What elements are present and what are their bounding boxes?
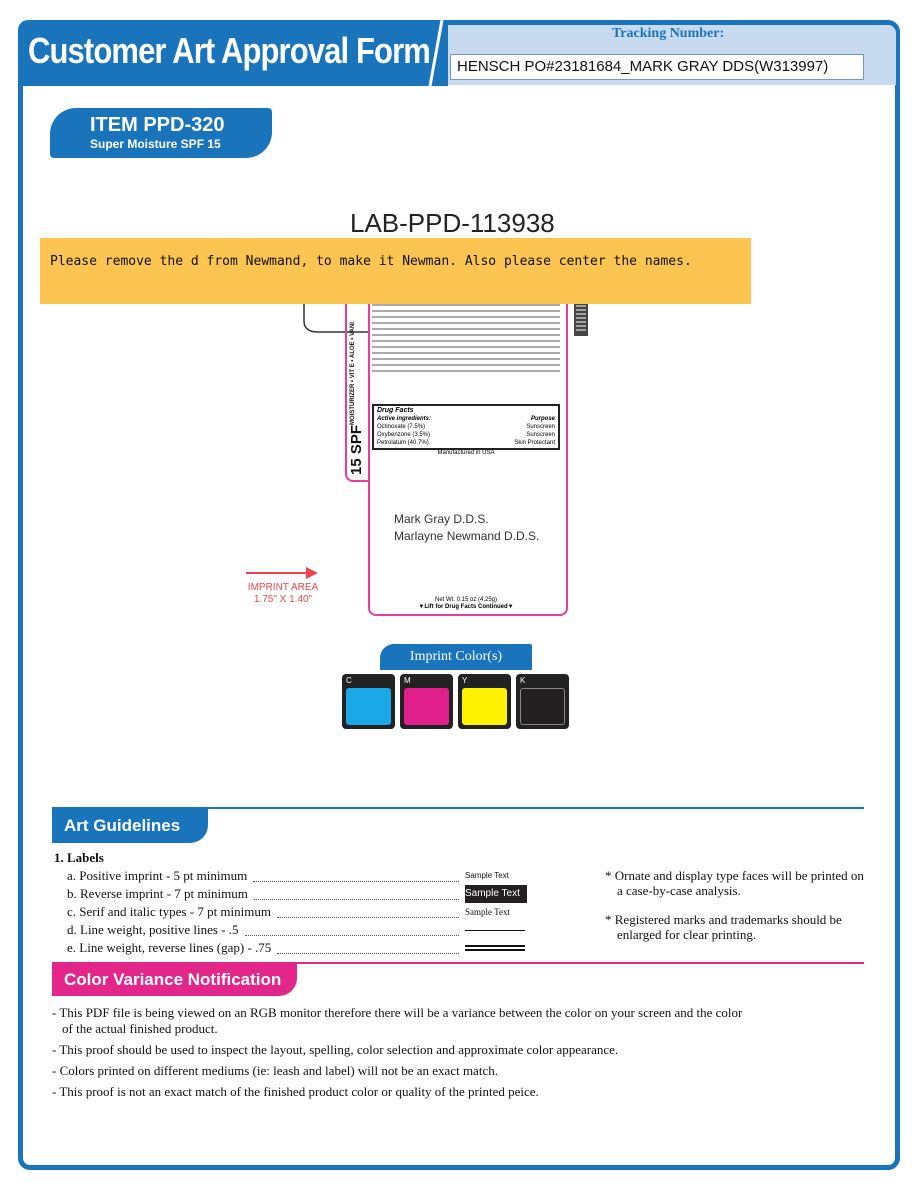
- spf-strip-text: 15 SPF: [348, 424, 365, 475]
- swatch-fill-black: [520, 688, 565, 725]
- net-weight: [372, 597, 560, 611]
- rule-row: [67, 867, 527, 885]
- imprint-names: [394, 511, 539, 545]
- drug-facts-title: Drug Facts: [377, 407, 414, 414]
- imprint-arrow-icon: [244, 565, 320, 581]
- swatch-yellow: [458, 674, 511, 729]
- guideline-notes: [605, 868, 865, 956]
- color-variance-item: - Colors printed on different mediums (ie: leash and label) will not be an exact match.: [52, 1063, 498, 1078]
- net-weight-text: Net Wt. 0.15 oz (4.25g): [434, 597, 498, 603]
- rule-text: e. Line weight, reverse lines (gap) - .75: [67, 940, 272, 955]
- guideline-note: * Registered marks and trademarks should be enlarged for clear printing.: [605, 912, 842, 942]
- rule-sample: Sample Text: [465, 871, 509, 880]
- tracking-number-field[interactable]: HENSCH PO#23181684_MARK GRAY DDS(W313997): [450, 54, 864, 80]
- swatch-fill-magenta: [404, 688, 449, 725]
- rule-row: [67, 921, 527, 939]
- swatch-letter: K: [520, 676, 526, 685]
- rule-text: d. Line weight, positive lines - .5: [67, 922, 239, 937]
- imprint-name-1: Mark Gray D.D.S.: [394, 512, 489, 526]
- rule-dots: [254, 889, 459, 900]
- labels-heading: 1. Labels: [54, 850, 104, 865]
- rule-row: [67, 885, 527, 903]
- color-variance-item: - This proof is not an exact match of the finished product color or quality of the printed peice.: [52, 1084, 539, 1099]
- lab-code: LAB-PPD-113938: [350, 208, 555, 238]
- rule-sample: Sample Text: [465, 907, 510, 917]
- color-variance-list: [52, 1005, 752, 1105]
- strip-small-text: MOISTURIZER • VIT E • ALOE • VANI: [350, 322, 356, 425]
- rule-text: b. Reverse imprint - 7 pt minimum: [67, 886, 248, 901]
- rule-dots: [277, 907, 459, 918]
- imprint-colors-title: Imprint Color(s): [380, 644, 532, 670]
- color-variance-item: - This proof should be used to inspect the layout, spelling, color selection and approximate color appearance.: [52, 1042, 619, 1057]
- rule-dots: [245, 925, 459, 936]
- ingredient-purpose: Sunscreen: [526, 424, 555, 430]
- ingredient-name: Oxybenzone (3.5%): [377, 432, 431, 438]
- item-subtitle: Super Moisture SPF 15: [90, 137, 221, 151]
- rule-sample-double-line: [465, 945, 527, 951]
- rule-row: [67, 939, 527, 957]
- swatch-cyan: [342, 674, 395, 729]
- lift-text: ▼Lift for Drug Facts Continued▼: [418, 604, 514, 610]
- active-header: Active ingredients:: [377, 416, 432, 422]
- label-fine-print: [372, 300, 560, 392]
- rule-dots: [277, 943, 459, 954]
- swatch-magenta: [400, 674, 453, 729]
- imprint-area-size: 1.75" X 1.40": [253, 594, 313, 605]
- swatch-letter: Y: [462, 676, 468, 685]
- swatch-fill-yellow: [462, 688, 507, 725]
- rule-text: c. Serif and italic types - 7 pt minimum: [67, 904, 271, 919]
- drug-facts-box: [372, 404, 560, 450]
- imprint-area-title: IMPRINT AREA: [247, 582, 319, 593]
- imprint-area-label: [246, 582, 320, 606]
- ingredient-name: Octinoxate (7.5%): [377, 424, 426, 430]
- ingredient-name: Petrolatum (40.7%): [377, 440, 429, 446]
- rule-sample-reverse: Sample Text: [465, 885, 527, 903]
- rule-text: a. Positive imprint - 5 pt minimum: [67, 868, 248, 883]
- color-variance-item: - This PDF file is being viewed on an RGB monitor therefore there will be a variance between the color on your screen and the color of the actual finished product.: [52, 1005, 743, 1036]
- rule-sample-line: [465, 930, 527, 931]
- swatch-letter: C: [346, 676, 352, 685]
- swatch-black: [516, 674, 569, 729]
- purpose-header: Purpose: [530, 416, 555, 422]
- rule-list: [67, 867, 527, 957]
- color-swatches: [342, 674, 569, 729]
- form-title: Customer Art Approval Form: [28, 30, 430, 71]
- ingredient-purpose: Sunscreen: [526, 432, 555, 438]
- guideline-note: * Ornate and display type faces will be printed on a case-by-case analysis.: [605, 868, 864, 898]
- manufactured-text: Manufactured in USA: [437, 450, 495, 456]
- item-title: ITEM PPD-320: [90, 114, 225, 136]
- tracking-label: Tracking Number:: [612, 26, 725, 41]
- reviewer-note[interactable]: Please remove the d from Newmand, to make it Newman. Also please center the names.: [40, 238, 751, 304]
- ingredient-purpose: Skin Protectant: [514, 440, 555, 446]
- swatch-letter: M: [404, 676, 411, 685]
- imprint-name-2: Marlayne Newmand D.D.S.: [394, 529, 540, 543]
- rule-row: [67, 903, 527, 921]
- rule-dots: [253, 871, 459, 882]
- guidelines-title: Art Guidelines: [64, 816, 181, 835]
- swatch-fill-cyan: [346, 688, 391, 725]
- color-variance-title: Color Variance Notification: [64, 970, 282, 989]
